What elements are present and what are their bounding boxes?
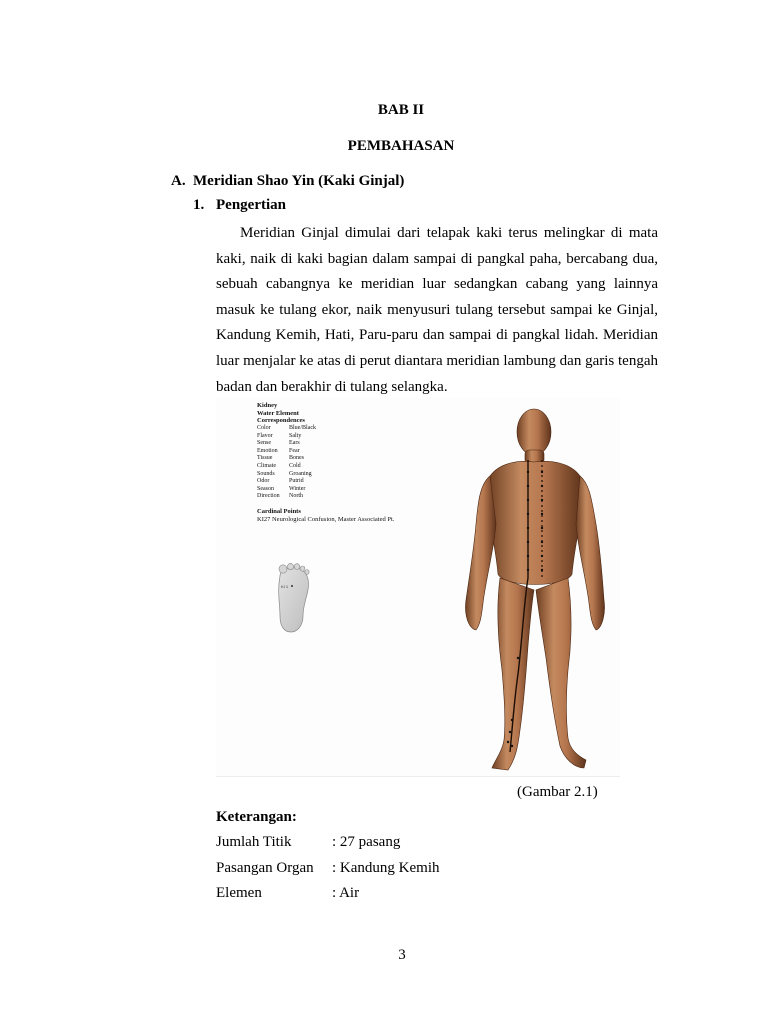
correspondence-value: Bones xyxy=(289,455,304,462)
correspondence-value: Blue/Black xyxy=(289,425,316,432)
correspondence-row xyxy=(257,493,316,501)
correspondence-row xyxy=(257,425,316,433)
correspondence-key: Season xyxy=(257,485,274,492)
correspondence-key: Climate xyxy=(257,463,276,470)
page-number: 3 xyxy=(398,947,406,963)
chapter-title: PEMBAHASAN xyxy=(347,138,455,154)
body-paragraph: Meridian Ginjal dimulai dari telapak kaki terus melingkar di mata kaki, naik di kaki bagian dalam sampai di pangkal paha, bercabang dua, sebuah cabangnya ke meridian luar sedangkan cabang yang lainnya masuk ke tulang ekor, naik menyusuri tulang tersebut sampai ke Ginjal, Kandung Kemih, Hati, Paru-paru dan sampai di pangkal lidah. Meridian luar menjalar ke atas di perut diantara meridian lambung dan garis tengah badan dan berakhir di tulang selangka. xyxy=(216,225,658,395)
correspondence-value: Winter xyxy=(289,485,306,492)
subsection-title: Pengertian xyxy=(216,197,286,213)
cardinal-points-text: KI27 Neurological Confusion, Master Associated Pt. xyxy=(257,515,395,523)
figure-info-block xyxy=(257,402,394,523)
correspondences-table xyxy=(257,425,316,501)
correspondence-row xyxy=(257,463,316,471)
keterangan-value: : Kandung Kemih xyxy=(332,860,440,876)
correspondence-value: Salty xyxy=(289,432,302,439)
figure-heading-element: Water Element xyxy=(257,409,299,417)
cardinal-points-heading: Cardinal Points xyxy=(257,508,301,516)
correspondence-key: Odor xyxy=(257,478,270,485)
keterangan-label: Pasangan Organ xyxy=(216,860,314,876)
kidney-meridian-figure xyxy=(216,398,620,777)
keterangan-value: : 27 pasang xyxy=(332,834,401,850)
keterangan-value: : Air xyxy=(332,885,360,901)
keterangan-title: Keterangan: xyxy=(216,809,297,825)
correspondence-row xyxy=(257,440,316,448)
foot-sole-diagram xyxy=(272,562,314,634)
keterangan-label: Jumlah Titik xyxy=(216,834,292,850)
figure-heading-correspondences: Correspondences xyxy=(257,417,305,425)
human-body-meridian-diagram xyxy=(446,402,626,774)
correspondence-key: Direction xyxy=(257,493,280,500)
keterangan-label: Elemen xyxy=(216,885,262,901)
correspondence-row xyxy=(257,486,316,494)
correspondence-row xyxy=(257,471,316,479)
section-heading xyxy=(171,173,404,190)
correspondence-key: Tissue xyxy=(257,455,273,462)
correspondence-value: Fear xyxy=(289,447,300,454)
correspondence-row xyxy=(257,455,316,463)
correspondence-row xyxy=(257,433,316,441)
correspondence-key: Sense xyxy=(257,440,271,447)
subsection-number: 1. xyxy=(193,197,205,213)
correspondence-row xyxy=(257,448,316,456)
section-title: Meridian Shao Yin (Kaki Ginjal) xyxy=(193,173,405,189)
correspondence-key: Color xyxy=(257,425,271,432)
correspondence-value: Ears xyxy=(289,440,300,447)
correspondence-key: Emotion xyxy=(257,447,278,454)
correspondence-key: Flavor xyxy=(257,432,273,439)
foot-point-label: KI 1 xyxy=(281,584,289,589)
correspondence-value: North xyxy=(289,493,303,500)
chapter-heading: BAB II xyxy=(377,102,425,118)
subsection-heading xyxy=(193,197,286,214)
section-number: A. xyxy=(171,173,186,189)
correspondence-value: Putrid xyxy=(289,478,304,485)
correspondence-value: Groaning xyxy=(289,470,312,477)
keterangan-row xyxy=(216,860,439,877)
keterangan-row xyxy=(216,885,359,902)
correspondence-value: Cold xyxy=(289,463,301,470)
figure-heading-kidney: Kidney xyxy=(257,402,278,409)
correspondence-row xyxy=(257,478,316,486)
correspondence-key: Sounds xyxy=(257,470,275,477)
figure-caption: (Gambar 2.1) xyxy=(517,784,598,800)
keterangan-row xyxy=(216,834,400,851)
